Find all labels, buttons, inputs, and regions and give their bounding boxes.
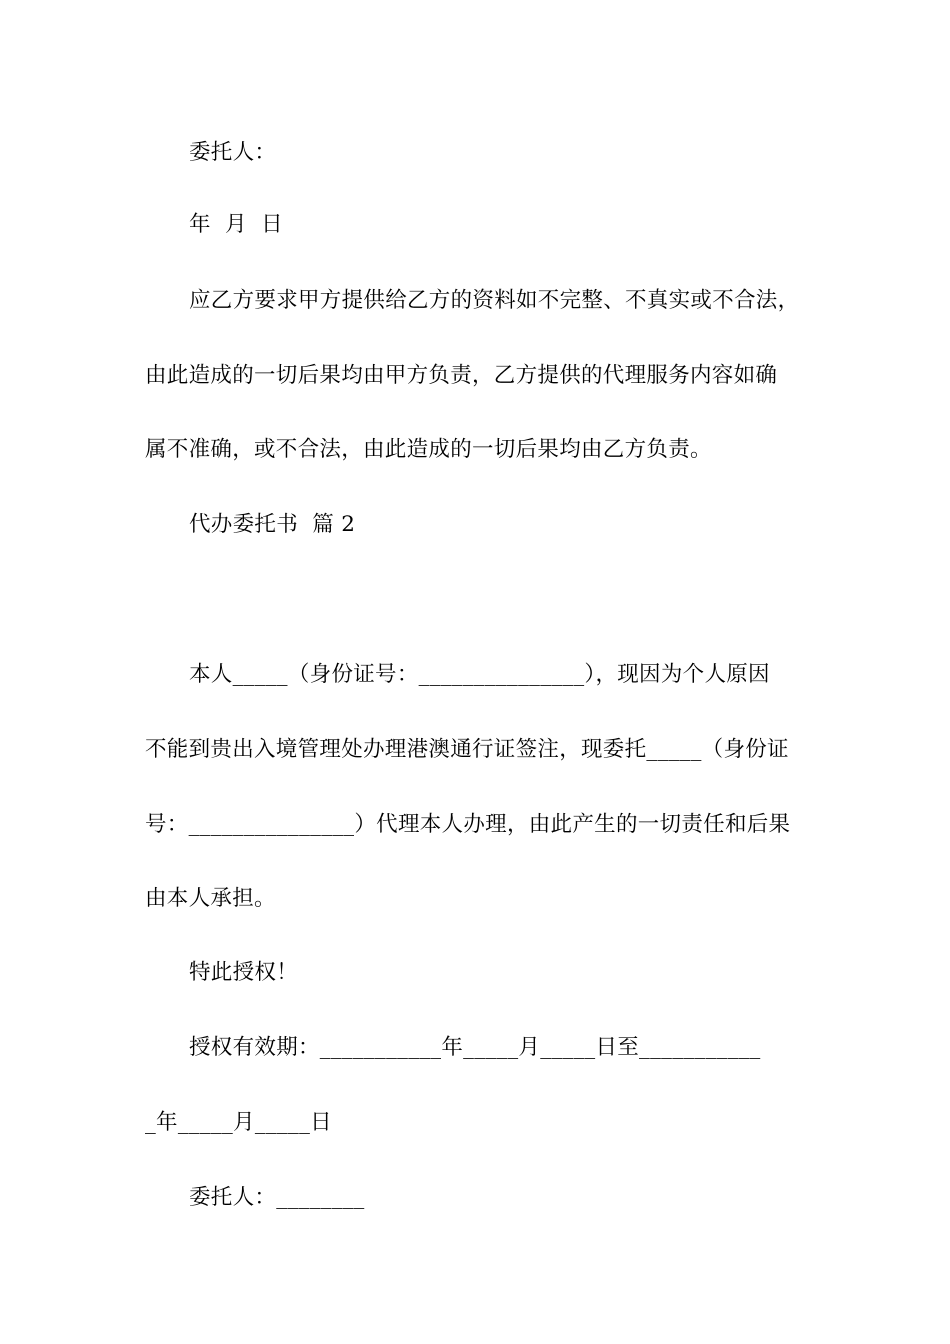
paragraph-line: 号：_______________）代理本人办理，由此产生的一切责任和后果	[145, 812, 791, 837]
principal-label-2: 委托人：________	[189, 1185, 365, 1210]
paragraph-line: 不能到贵出入境管理处办理港澳通行证签注，现委托_____（身份证	[145, 737, 789, 762]
section-heading: 代办委托书 篇 2	[189, 512, 356, 537]
principal-label-1: 委托人：	[189, 140, 277, 165]
authorization-statement: 特此授权！	[189, 960, 299, 985]
validity-period-line: 授权有效期：___________年_____月_____日至___________	[189, 1035, 761, 1060]
paragraph-line: 由本人承担。	[145, 886, 276, 911]
date-line-1: 年 月 日	[189, 212, 283, 237]
paragraph-line: 属不准确，或不合法，由此造成的一切后果均由乙方负责。	[145, 437, 712, 462]
paragraph-line: 应乙方要求甲方提供给乙方的资料如不完整、不真实或不合法，	[189, 288, 800, 313]
paragraph-line: 由此造成的一切后果均由甲方负责，乙方提供的代理服务内容如确	[145, 363, 778, 388]
validity-period-line: _年_____月_____日	[145, 1110, 332, 1135]
paragraph-line: 本人_____（身份证号：_______________），现因为个人原因	[189, 662, 770, 687]
